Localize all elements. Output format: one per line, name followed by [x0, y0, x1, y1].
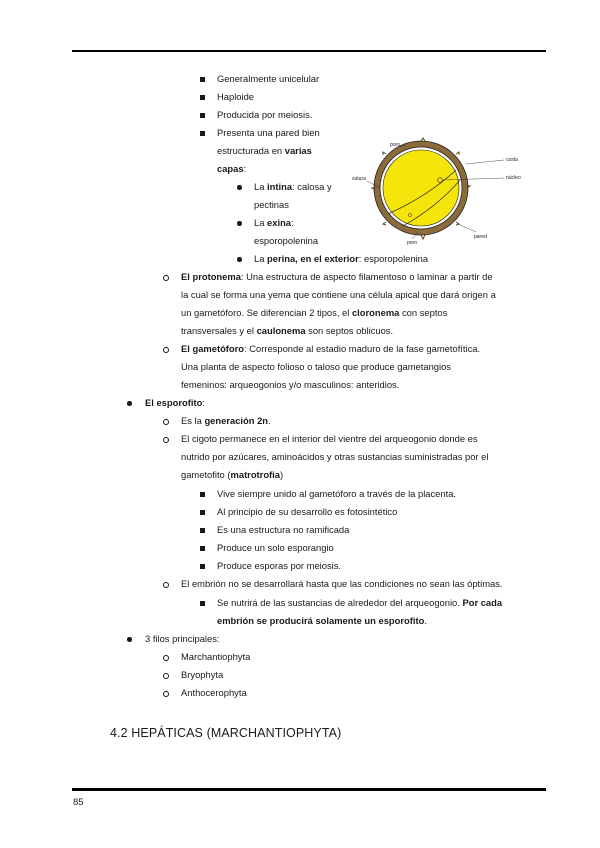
bullet-circle — [163, 691, 169, 697]
bullet-square — [200, 510, 205, 515]
bullet-square — [200, 528, 205, 533]
bullet-dot — [237, 257, 242, 262]
label-pared: pared — [474, 234, 487, 240]
page-number: 85 — [73, 797, 84, 808]
list-item: Presenta una pared bien — [217, 127, 320, 138]
list-item: Produce un solo esporangio — [217, 542, 334, 553]
bullet-dot — [127, 637, 132, 642]
list-item: La intina: calosa y — [254, 181, 332, 192]
list-item-continued: esporopolenina — [254, 235, 319, 246]
list-item: Haploide — [217, 91, 255, 102]
bullet-circle — [163, 582, 169, 588]
bullet-square — [200, 113, 205, 118]
bullet-circle — [163, 275, 169, 281]
label-sutura: sutura — [352, 176, 366, 182]
bullet-circle — [163, 347, 169, 353]
list-item: Producida por meiosis. — [217, 109, 313, 120]
label-poro-top: poro — [390, 142, 401, 148]
list-item-continued: gametofito (matrotrofia) — [181, 469, 284, 480]
list-item-continued: embrión se producirá solamente un esporofito. — [217, 615, 427, 626]
bullet-dot — [237, 221, 242, 226]
bottom-rule — [72, 788, 546, 791]
list-item-continued: estructurada en varias — [217, 145, 312, 156]
list-item: Vive siempre unido al gametóforo a través de la placenta. — [217, 488, 457, 499]
bullet-circle — [163, 655, 169, 661]
list-item: El protonema: Una estructura de aspecto filamentoso o laminar a partir de — [181, 271, 493, 282]
spore-diagram — [348, 136, 538, 248]
list-item: Se nutrirá de las sustancias de alrededor del arqueogonio. Por cada — [217, 597, 503, 608]
list-item: Es una estructura no ramificada — [217, 524, 350, 535]
list-item-continued: nutrido por azúcares, aminoácidos y otras sustancias suministradas por el — [181, 451, 489, 462]
bullet-square — [200, 546, 205, 551]
list-item: Al principio de su desarrollo es fotosintético — [217, 506, 398, 517]
list-item: La perina, en el exterior: esporopolenina — [254, 253, 429, 264]
list-item: Marchantiophyta — [181, 651, 251, 662]
list-item: Produce esporas por meiosis. — [217, 560, 342, 571]
top-rule — [72, 50, 546, 52]
bullet-dot — [237, 185, 242, 190]
list-item: El gametóforo: Corresponde al estadio maduro de la fase gametofítica. — [181, 343, 481, 354]
list-item-continued: Una planta de aspecto folioso o taloso que produce gametangios — [181, 361, 451, 372]
list-item: 3 filos principales: — [145, 633, 220, 644]
bullet-circle — [163, 437, 169, 443]
list-item: La exina: — [254, 217, 294, 228]
label-nucleo: núcleo — [506, 175, 521, 181]
bullet-square — [200, 601, 205, 606]
label-costa: costa — [506, 157, 518, 163]
list-item: Generalmente unicelular — [217, 73, 320, 84]
list-item-continued: la cual se forma una yema que contiene una célula apical que dará origen a — [181, 289, 496, 300]
list-item: El embrión no se desarrollará hasta que las condiciones no sean las óptimas. — [181, 578, 503, 589]
bullet-square — [200, 564, 205, 569]
list-item-continued: capas: — [217, 163, 247, 174]
list-item: El cigoto permanece en el interior del vientre del arqueogonio donde es — [181, 433, 478, 444]
bullet-square — [200, 131, 205, 136]
list-item: Anthocerophyta — [181, 687, 247, 698]
bullet-square — [200, 492, 205, 497]
list-item: El esporofito: — [145, 397, 205, 408]
bullet-circle — [163, 419, 169, 425]
list-item-continued: femeninos: arqueogonios y/o masculinos: anteridios. — [181, 379, 400, 390]
bullet-circle — [163, 673, 169, 679]
list-item-continued: pectinas — [254, 199, 289, 210]
list-item-continued: un gametóforo. Se diferencian 2 tipos, el cloronema con septos — [181, 307, 448, 318]
bullet-square — [200, 95, 205, 100]
bullet-square — [200, 77, 205, 82]
label-poro-bottom: poro — [407, 240, 418, 246]
section-heading: 4.2 HEPÁTICAS (MARCHANTIOPHYTA) — [110, 726, 342, 740]
list-item-continued: transversales y el caulonema son septos oblicuos. — [181, 325, 394, 336]
list-item: Es la generación 2n. — [181, 415, 271, 426]
bullet-dot — [127, 401, 132, 406]
list-item: Bryophyta — [181, 669, 224, 680]
